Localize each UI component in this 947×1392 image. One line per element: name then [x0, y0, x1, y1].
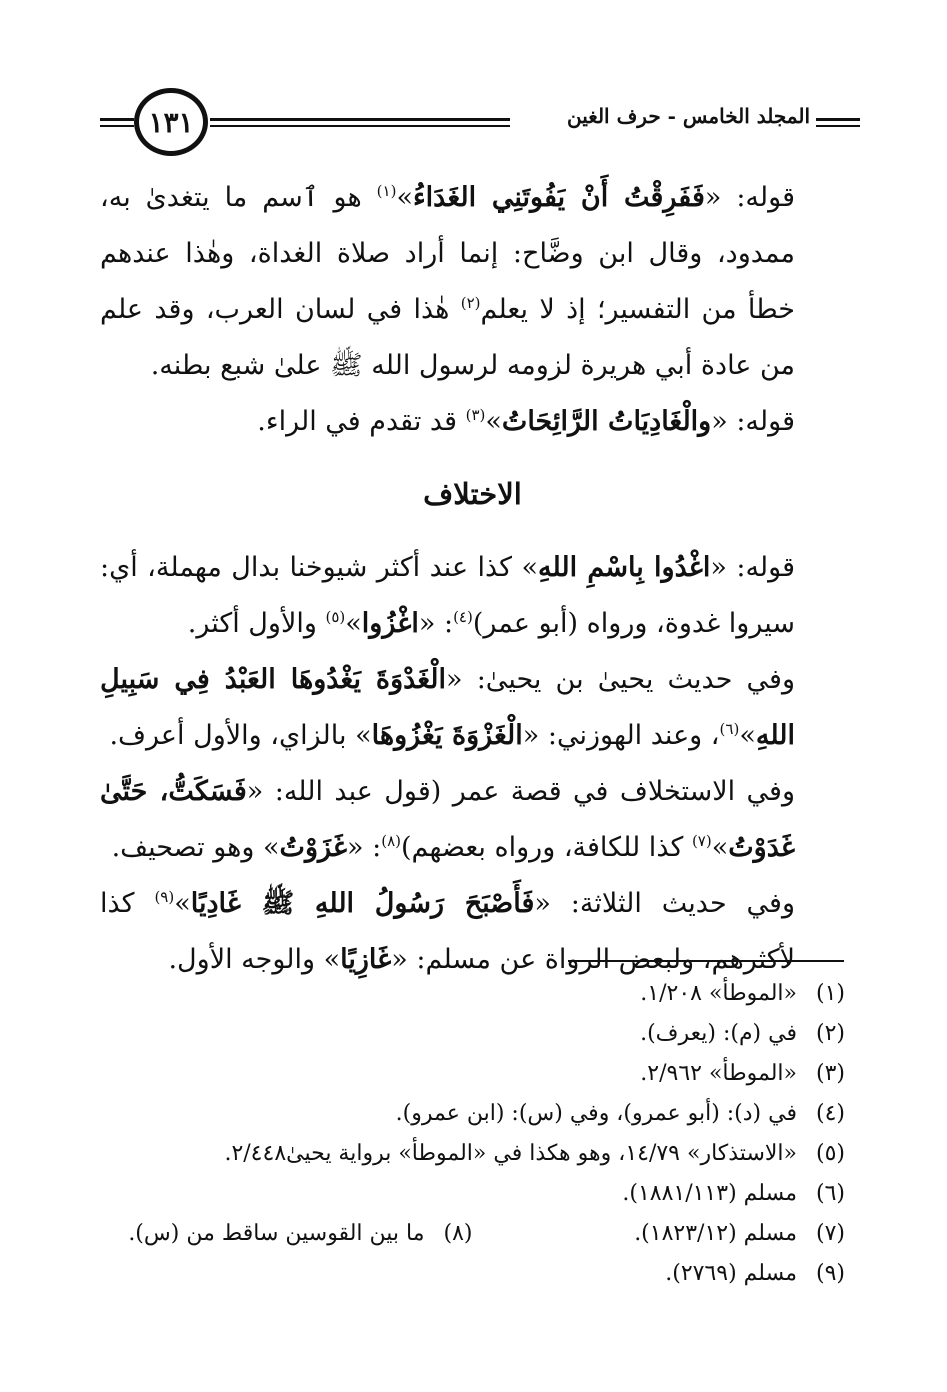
text-run: » بالزاي، والأول أعرف.: [109, 720, 372, 751]
footnote-ref: (٧): [691, 832, 712, 850]
footnotes: [100, 974, 845, 1294]
footnote-ref: (٤): [453, 608, 473, 626]
paragraph-3: [100, 540, 845, 652]
text-run: »: [345, 608, 362, 639]
footnote-number: (١): [815, 981, 845, 1006]
footnote-9: [100, 1254, 845, 1294]
text-run: : «: [418, 608, 454, 639]
text-run: كذا للكافة، ورواه بعضهم): [401, 832, 692, 863]
footnote-ref: (٨): [381, 832, 401, 850]
text-run: »: [174, 888, 191, 919]
footnote-4: [100, 1094, 845, 1134]
footnote-ref: (٦): [719, 720, 740, 738]
footnote-text: «الموطأ» ٢/٩٦٢.: [640, 1061, 797, 1086]
footnote-1: [100, 974, 845, 1014]
text-run: »: [396, 182, 413, 213]
quoted-word: والْغَادِيَاتُ الرَّائِحَاتُ: [501, 406, 712, 437]
header-rule-right: [816, 118, 860, 127]
text-run: وفي الاستخلاف في قصة عمر (قول عبد الله: «: [246, 776, 796, 807]
text-run: هٰذا في لسان العرب، وقد علم من عادة أبي هريرة لزومه لرسول الله ﷺ علىٰ شبع بطنه.: [100, 294, 795, 381]
footnote-number: (٤): [815, 1101, 845, 1126]
footnote-3: [100, 1054, 845, 1094]
text-run: »: [711, 832, 729, 863]
header-rule-middle: [210, 118, 510, 127]
footnote-8: [100, 1214, 473, 1254]
text-run: قوله: «: [711, 406, 795, 437]
paragraph-5: [100, 764, 845, 876]
footnote-text: «الاستذكار» ١٤/٧٩، وهو هكذا في «الموطأ» برواية يحيىٰ٢/٤٤٨.: [224, 1141, 797, 1166]
quoted-word: فَسَكَتُّ، حَتَّىٰ غَدَوْتُ: [100, 776, 795, 863]
text-run: ، وعند الهوزني: «: [522, 720, 720, 751]
quoted-word: غَزَوْتُ: [279, 832, 348, 863]
paragraph-6: [100, 876, 845, 988]
page-number: ١٣١: [148, 105, 194, 139]
text-run: قوله: «: [704, 182, 795, 213]
footnote-text: مسلم (١٨٢٣/١٢).: [634, 1221, 797, 1246]
page-header: [100, 78, 860, 168]
running-head: المجلد الخامس - حرف الغين: [567, 104, 810, 128]
footnote-number: (٢): [815, 1021, 845, 1046]
footnote-6: [100, 1174, 845, 1214]
footnote-ref: (٣): [465, 406, 486, 424]
footnote-ref: (٢): [460, 294, 481, 312]
text-run: كذا لأكثرهم، ولبعض الرواة عن مسلم: «: [100, 888, 795, 975]
text-run: هو ٱسم ما يتغدىٰ به، ممدود، وقال ابن وضَّاح: إنما أراد صلاة الغداة، وهٰذا عندهم خطأ من التفسير؛ إذ لا يعلم: [100, 182, 795, 325]
footnote-ref: (١): [376, 182, 397, 200]
quoted-word: غَازِيًا: [340, 944, 392, 975]
footnote-number: (٦): [815, 1181, 845, 1206]
footnote-number: (٧): [815, 1221, 845, 1246]
paragraph-2: [100, 394, 845, 450]
quoted-word: اغْدُوا بِاسْمِ اللهِ: [538, 552, 711, 583]
text-run: قوله: «: [710, 552, 796, 583]
footnote-text: في (د): (أبو عمرو)، وفي (س): (ابن عمرو).: [395, 1101, 797, 1126]
main-text: [100, 170, 845, 988]
quoted-word: الْغَدْوَةَ يَغْدُوهَا العَبْدُ فِي سَبِيلِ اللهِ: [100, 664, 795, 751]
text-run: »: [485, 406, 502, 437]
text-run: وفي حديث الثلاثة: «: [534, 888, 795, 919]
text-run: » وهو تصحيف.: [111, 832, 280, 863]
text-run: » والوجه الأول.: [168, 944, 341, 975]
footnote-separator: [568, 960, 844, 962]
quoted-word: فَفَرِقْتُ أَنْ يَفُوتَنِي الغَدَاءُ: [412, 182, 705, 213]
footnote-number: (٥): [815, 1141, 845, 1166]
footnote-number: (٩): [815, 1261, 845, 1286]
footnote-text: ما بين القوسين ساقط من (س).: [128, 1221, 425, 1246]
text-run: : «: [347, 832, 382, 863]
paragraph-4: [100, 652, 845, 764]
quoted-word: اغْزُوا: [361, 608, 419, 639]
header-rule-left: [100, 118, 134, 127]
footnote-row-7-8: [100, 1214, 845, 1254]
footnote-ref: (٥): [325, 608, 346, 626]
text-run: » كذا عند أكثر شيوخنا بدال مهملة، أي: سيروا غدوة، ورواه (أبو عمر): [100, 552, 795, 639]
text-run: »: [739, 720, 756, 751]
footnote-text: في (م): (يعرف).: [640, 1021, 797, 1046]
quoted-word: فَأَصْبَحَ رَسُولُ اللهِ ﷺ غَادِيًا: [190, 888, 535, 919]
text-run: والأول أكثر.: [187, 608, 326, 639]
page-number-frame: [134, 88, 208, 156]
text-run: قد تقدم في الراء.: [257, 406, 466, 437]
footnote-text: «الموطأ» ١/٢٠٨.: [640, 981, 797, 1006]
footnote-number: (٣): [815, 1061, 845, 1086]
footnote-number: (٨): [443, 1221, 473, 1246]
text-run: وفي حديث يحيىٰ بن يحيىٰ: «: [446, 664, 795, 695]
footnote-ref: (٩): [154, 888, 175, 906]
footnote-5: [100, 1134, 845, 1174]
footnote-7: [473, 1214, 846, 1254]
section-heading: الاختلاف: [423, 477, 522, 511]
footnote-2: [100, 1014, 845, 1054]
quoted-word: الْغَزْوَةَ يَغْزُوهَا: [371, 720, 523, 751]
paragraph-1: [100, 170, 845, 394]
footnote-text: مسلم (١٨٨١/١١٣).: [622, 1181, 797, 1206]
footnote-text: مسلم (٢٧٦٩).: [665, 1261, 797, 1286]
